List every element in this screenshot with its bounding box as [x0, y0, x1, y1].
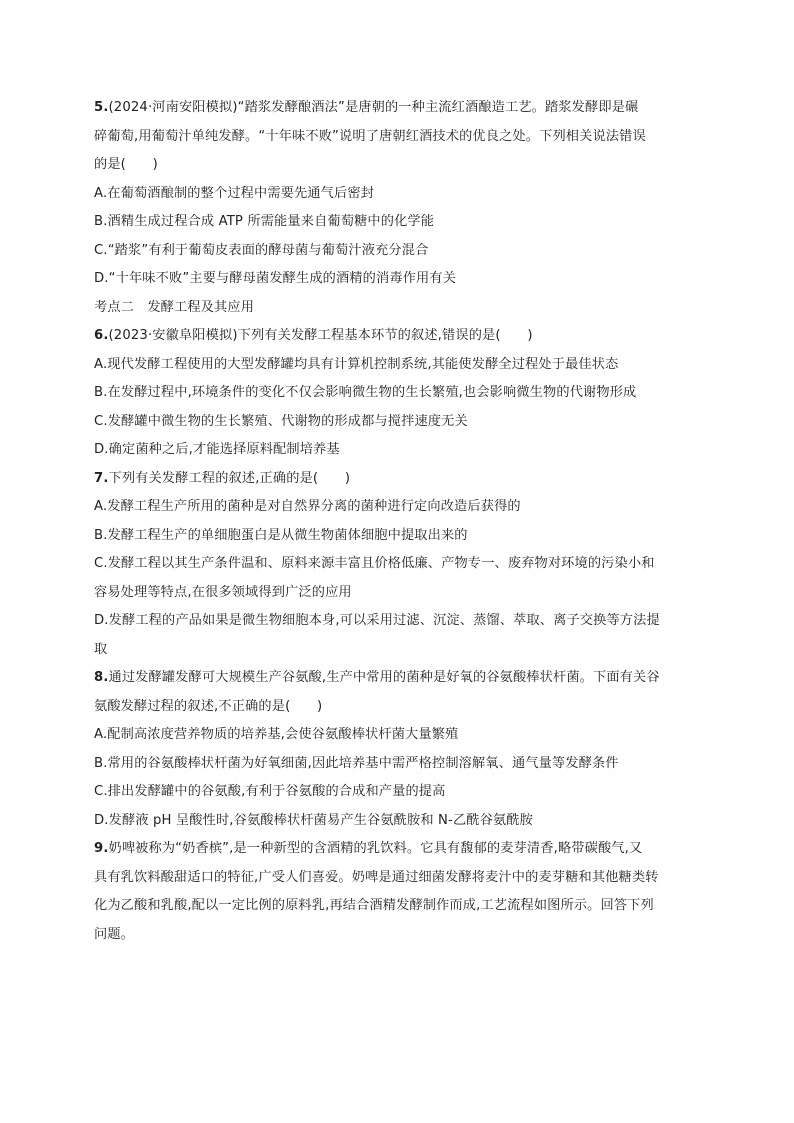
text-line — [94, 925, 724, 945]
question-number: 5. — [94, 100, 109, 115]
line-text: A.现代发酵工程使用的大型发酵罐均具有计算机控制系统,其能使发酵全过程处于最佳状态 — [94, 356, 619, 372]
text-line — [94, 326, 724, 346]
line-text: D.发酵液 pH 呈酸性时,谷氨酸棒状杆菌易产生谷氨酰胺和 N-乙酰谷氨酰胺 — [94, 812, 533, 828]
line-text: D.发酵工程的产品如果是微生物细胞本身,可以采用过滤、沉淀、蒸馏、萃取、离子交换等方法提 — [94, 613, 660, 628]
text-line — [94, 839, 724, 859]
text-line — [94, 155, 724, 175]
text-line — [94, 440, 724, 460]
line-text: 容易处理等特点,在很多领域得到广泛的应用 — [94, 584, 352, 600]
text-line — [94, 184, 724, 204]
line-text: B.酒精生成过程合成 ATP 所需能量来自葡萄糖中的化学能 — [94, 214, 435, 229]
line-text: 通过发酵罐发酵可大规模生产谷氨酸,生产中常用的菌种是好氧的谷氨酸棒状杆菌。下面有关谷 — [108, 670, 660, 685]
line-text: A.配制高浓度营养物质的培养基,会使谷氨酸棒状杆菌大量繁殖 — [94, 727, 459, 742]
line-text: 考点二 发酵工程及其应用 — [94, 299, 255, 315]
text-line — [94, 355, 724, 375]
text-line — [94, 782, 724, 802]
text-line — [94, 383, 724, 403]
text-line — [94, 212, 724, 232]
text-line — [94, 554, 724, 574]
text-line — [94, 583, 724, 603]
line-text: 化为乙酸和乳酸,配以一定比例的原料乳,再结合酒精发酵制作而成,工艺流程如图所示。回答下列 — [94, 898, 654, 913]
text-line — [94, 497, 724, 517]
line-text: (2024·河南安阳模拟)“踏浆发酵酿酒法”是唐朝的一种主流红酒酿造工艺。踏浆发酵即是碾 — [108, 100, 639, 115]
text-line — [94, 725, 724, 745]
line-text: 下列有关发酵工程的叙述,正确的是( ) — [108, 470, 351, 486]
line-text: 碎葡萄,用葡萄汁单纯发酵。“十年味不败”说明了唐朝红酒技术的优良之处。下列相关说法错误 — [94, 128, 646, 144]
line-text: C.发酵罐中微生物的生长繁殖、代谢物的形成都与搅拌速度无关 — [94, 413, 468, 429]
line-text: A.发酵工程生产所用的菌种是对自然界分离的菌种进行定向改造后获得的 — [94, 499, 521, 514]
text-line — [94, 611, 724, 631]
line-text: 取 — [94, 641, 108, 657]
document-body — [94, 98, 724, 953]
text-line — [94, 127, 724, 147]
text-line — [94, 98, 724, 118]
text-line — [94, 697, 724, 717]
text-line — [94, 668, 724, 688]
line-text: 氨酸发酵过程的叙述,不正确的是( ) — [94, 698, 323, 714]
text-line — [94, 868, 724, 888]
text-line — [94, 526, 724, 546]
text-line — [94, 241, 724, 261]
question-number: 8. — [94, 670, 109, 685]
question-number: 6. — [94, 328, 109, 343]
text-line — [94, 269, 724, 289]
line-text: D.“十年味不败”主要与酵母菌发酵生成的酒精的消毒作用有关 — [94, 271, 457, 286]
line-text: (2023·安徽阜阳模拟)下列有关发酵工程基本环节的叙述,错误的是( ) — [108, 328, 533, 343]
line-text: 的是( ) — [94, 157, 158, 172]
line-text: C.排出发酵罐中的谷氨酸,有利于谷氨酸的合成和产量的提高 — [94, 784, 446, 799]
text-line — [94, 811, 724, 831]
text-line — [94, 640, 724, 660]
line-text: B.在发酵过程中,环境条件的变化不仅会影响微生物的生长繁殖,也会影响微生物的代谢物形成 — [94, 385, 637, 400]
text-line — [94, 469, 724, 489]
question-number: 7. — [94, 470, 109, 486]
line-text: C.“踏浆”有利于葡萄皮表面的酵母菌与葡萄汁液充分混合 — [94, 242, 429, 258]
line-text: 具有乳饮料酸甜适口的特征,广受人们喜爱。奶啤是通过细菌发酵将麦汁中的麦芽糖和其他糖类转 — [94, 869, 659, 885]
question-number: 9. — [94, 841, 109, 856]
text-line — [94, 896, 724, 916]
text-line — [94, 298, 724, 318]
line-text: 奶啤被称为“奶香槟”,是一种新型的含酒精的乳饮料。它具有馥郁的麦芽清香,略带碳酸气,又 — [108, 841, 643, 856]
line-text: D.确定菌种之后,才能选择原料配制培养基 — [94, 442, 340, 457]
line-text: B.常用的谷氨酸棒状杆菌为好氧细菌,因此培养基中需严格控制溶解氧、通气量等发酵条件 — [94, 755, 619, 771]
line-text: A.在葡萄酒酿制的整个过程中需要先通气后密封 — [94, 185, 375, 201]
line-text: B.发酵工程生产的单细胞蛋白是从微生物菌体细胞中提取出来的 — [94, 527, 468, 543]
text-line — [94, 412, 724, 432]
line-text: C.发酵工程以其生产条件温和、原料来源丰富且价格低廉、产物专一、废弃物对环境的污染小和 — [94, 556, 655, 571]
text-line — [94, 754, 724, 774]
line-text: 问题。 — [94, 926, 135, 942]
